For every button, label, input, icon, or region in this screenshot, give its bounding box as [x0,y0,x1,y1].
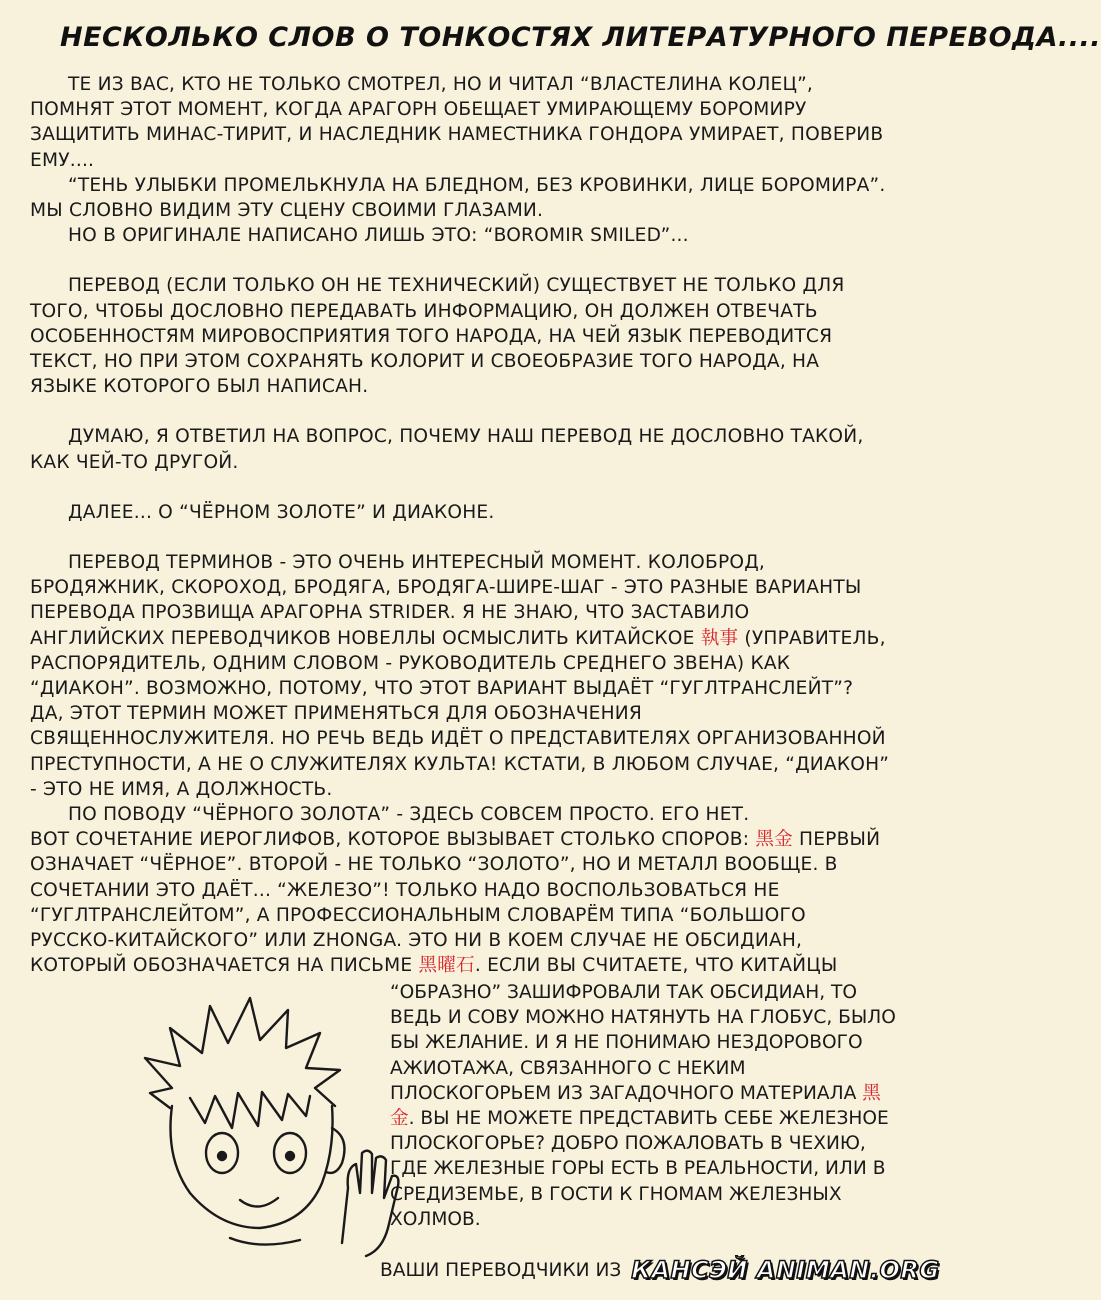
character-drawing [110,988,410,1258]
paragraph-8-part-a: ПО ПОВОДУ “ЧЁРНОГО ЗОЛОТА” - ЗДЕСЬ СОВСЕМ ПРОСТО. ЕГО НЕТ. [68,804,750,826]
paragraph-7-part-b: (УПРАВИТЕЛЬ, РАСПОРЯДИТЕЛЬ, ОДНИМ СЛОВОМ - РУКОВОДИТЕЛЬ СРЕДНЕГО ЗВЕНА) КАК “ДИАКОН”. ВОЗМОЖНО, ПОТОМУ, ЧТО ЭТОТ ВАРИАНТ ВЫДАЁТ “ГУГЛТРАНСЛЕЙТ”? ДА, ЭТОТ ТЕРМИН МОЖЕТ ПРИМЕНЯТЬСЯ ДЛЯ ОБОЗНАЧЕНИЯ СВЯЩЕННОСЛУЖИТЕЛЯ. НО РЕЧЬ ВЕДЬ ИДЁТ О ПРЕДСТАВИТЕЛЯХ ОРГАНИЗОВАННОЙ ПРЕСТУПНОСТИ, А НЕ О СЛУЖИТЕЛЯХ КУЛЬТА! КСТАТИ, В ЛЮБОМ СЛУЧАЕ, “ДИАКОН” - ЭТО НЕ ИМЯ, А ДОЛЖНОСТЬ. [30,627,890,800]
kanji-shitsuji: 執事 [700,627,739,649]
paragraph-7-part-a: ПЕРЕВОД ТЕРМИНОВ - ЭТО ОЧЕНЬ ИНТЕРЕСНЫЙ МОМЕНТ. КОЛОБРОД, БРОДЯЖНИК, СКОРОХОД, БРОДЯГА, БРОДЯГА-ШИРЕ-ШАГ - ЭТО РАЗНЫЕ ВАРИАНТЫ ПЕРЕВОДА ПРОЗВИЩА АРАГОРНА STRIDER. Я НЕ ЗНАЮ, ЧТО ЗАСТАВИЛО АНГЛИЙСКИХ ПЕРЕВОДЧИКОВ НОВЕЛЛЫ ОСМЫСЛИТЬ КИТАЙСКОЕ [30,552,862,649]
signature [380,1256,940,1284]
main-text [30,72,890,979]
group-logo: КАНСЭЙ ANIMAN.ORG [631,1256,940,1284]
signature-text: ВАШИ ПЕРЕВОДЧИКИ ИЗ [380,1259,622,1281]
paragraph-6: ДАЛЕЕ... О “ЧЁРНОМ ЗОЛОТЕ” И ДИАКОНЕ. [68,501,495,523]
kanji-heijin-2: 黑金 [390,1082,881,1130]
page-title: НЕСКОЛЬКО СЛОВ О ТОНКОСТЯХ ЛИТЕРАТУРНОГО ПЕРЕВОДА.... [60,22,1101,53]
paragraph-1: ТЕ ИЗ ВАС, КТО НЕ ТОЛЬКО СМОТРЕЛ, НО И ЧИТАЛ “ВЛАСТЕЛИНА КОЛЕЦ”, ПОМНЯТ ЭТОТ МОМЕНТ, КОГДА АРАГОРН ОБЕЩАЕТ УМИРАЮЩЕМУ БОРОМИРУ ЗАЩИТИТЬ МИНАС-ТИРИТ, И НАСЛЕДНИК НАМЕСТНИКА ГОНДОРА УМИРАЕТ, ПОВЕРИВ ЕМУ.... [30,74,884,171]
wrapped-text [390,980,900,1232]
paragraph-9-part-b: . ВЫ НЕ МОЖЕТЕ ПРЕДСТАВИТЬ СЕБЕ ЖЕЛЕЗНОЕ ПЛОСКОГОРЬЕ? ДОБРО ПОЖАЛОВАТЬ В ЧЕХИЮ, ГДЕ ЖЕЛЕЗНЫЕ ГОРЫ ЕСТЬ В РЕАЛЬНОСТИ, ИЛИ В СРЕДИЗЕМЬЕ, В ГОСТИ К ГНОМАМ ЖЕЛЕЗНЫХ ХОЛМОВ. [390,1108,889,1230]
paragraph-8-part-c: ПЕРВЫЙ ОЗНАЧАЕТ “ЧЁРНОЕ”. ВТОРОЙ - НЕ ТОЛЬКО “ЗОЛОТО”, НО И МЕТАЛЛ ВООБЩЕ. В СОЧЕТАНИИ ЭТО ДАЁТ... “ЖЕЛЕЗО”! ТОЛЬКО НАДО ВОСПОЛЬЗОВАТЬСЯ НЕ “ГУГЛТРАНСЛЕЙТОМ”, А ПРОФЕССИОНАЛЬНЫМ СЛОВАРЁМ ТИПА “БОЛЬШОГО РУССКО-КИТАЙСКОГО” ИЛИ ZHONGA. ЭТО НИ В КОЕМ СЛУЧАЕ НЕ ОБСИДИАН, КОТОРЫЙ ОБОЗНАЧАЕТСЯ НА ПИСЬМЕ [30,829,881,977]
paragraph-8-part-b: ВОТ СОЧЕТАНИЕ ИЕРОГЛИФОВ, КОТОРОЕ ВЫЗЫВАЕТ СТОЛЬКО СПОРОВ: [30,829,750,851]
paragraph-9-part-a: “ОБРАЗНО” ЗАШИФРОВАЛИ ТАК ОБСИДИАН, ТО ВЕДЬ И СОВУ МОЖНО НАТЯНУТЬ НА ГЛОБУС, БЫЛО БЫ ЖЕЛАНИЕ. И Я НЕ ПОНИМАЮ НЕЗДОРОВОГО АЖИОТАЖА, СВЯЗАННОГО С НЕКИМ ПЛОСКОГОРЬЕМ ИЗ ЗАГАДОЧНОГО МАТЕРИАЛА [390,982,896,1104]
paragraph-3: НО В ОРИГИНАЛЕ НАПИСАНО ЛИШЬ ЭТО: “BOROMIR SMILED”... [68,225,689,247]
kanji-obsidian: 黑曜石 [418,955,475,977]
kanji-heijin: 黑金 [755,829,793,851]
paragraph-2b: МЫ СЛОВНО ВИДИМ ЭТУ СЦЕНУ СВОИМИ ГЛАЗАМИ. [30,200,544,222]
paragraph-8-continued [30,827,890,978]
paragraph-7 [30,550,890,802]
paragraph-2: “ТЕНЬ УЛЫБКИ ПРОМЕЛЬКНУЛА НА БЛЕДНОМ, БЕЗ КРОВИНКИ, ЛИЦЕ БОРОМИРА”. [68,174,886,196]
paragraph-5: ДУМАЮ, Я ОТВЕТИЛ НА ВОПРОС, ПОЧЕМУ НАШ ПЕРЕВОД НЕ ДОСЛОВНО ТАКОЙ, КАК ЧЕЙ-ТО ДРУГОЙ. [30,426,864,473]
paragraph-4: ПЕРЕВОД (ЕСЛИ ТОЛЬКО ОН НЕ ТЕХНИЧЕСКИЙ) СУЩЕСТВУЕТ НЕ ТОЛЬКО ДЛЯ ТОГО, ЧТОБЫ ДОСЛОВНО ПЕРЕДАВАТЬ ИНФОРМАЦИЮ, ОН ДОЛЖЕН ОТВЕЧАТЬ ОСОБЕННОСТЯМ МИРОВОСПРИЯТИЯ ТОГО НАРОДА, НА ЧЕЙ ЯЗЫК ПЕРЕВОДИТСЯ ТЕКСТ, НО ПРИ ЭТОМ СОХРАНЯТЬ КОЛОРИТ И СВОЕОБРАЗИЕ ТОГО НАРОДА, НА ЯЗЫКЕ КОТОРОГО БЫЛ НАПИСАН. [30,275,845,398]
paragraph-8-part-d: . ЕСЛИ ВЫ СЧИТАЕТЕ, ЧТО КИТАЙЦЫ [474,955,838,977]
paragraph-8 [30,802,890,827]
